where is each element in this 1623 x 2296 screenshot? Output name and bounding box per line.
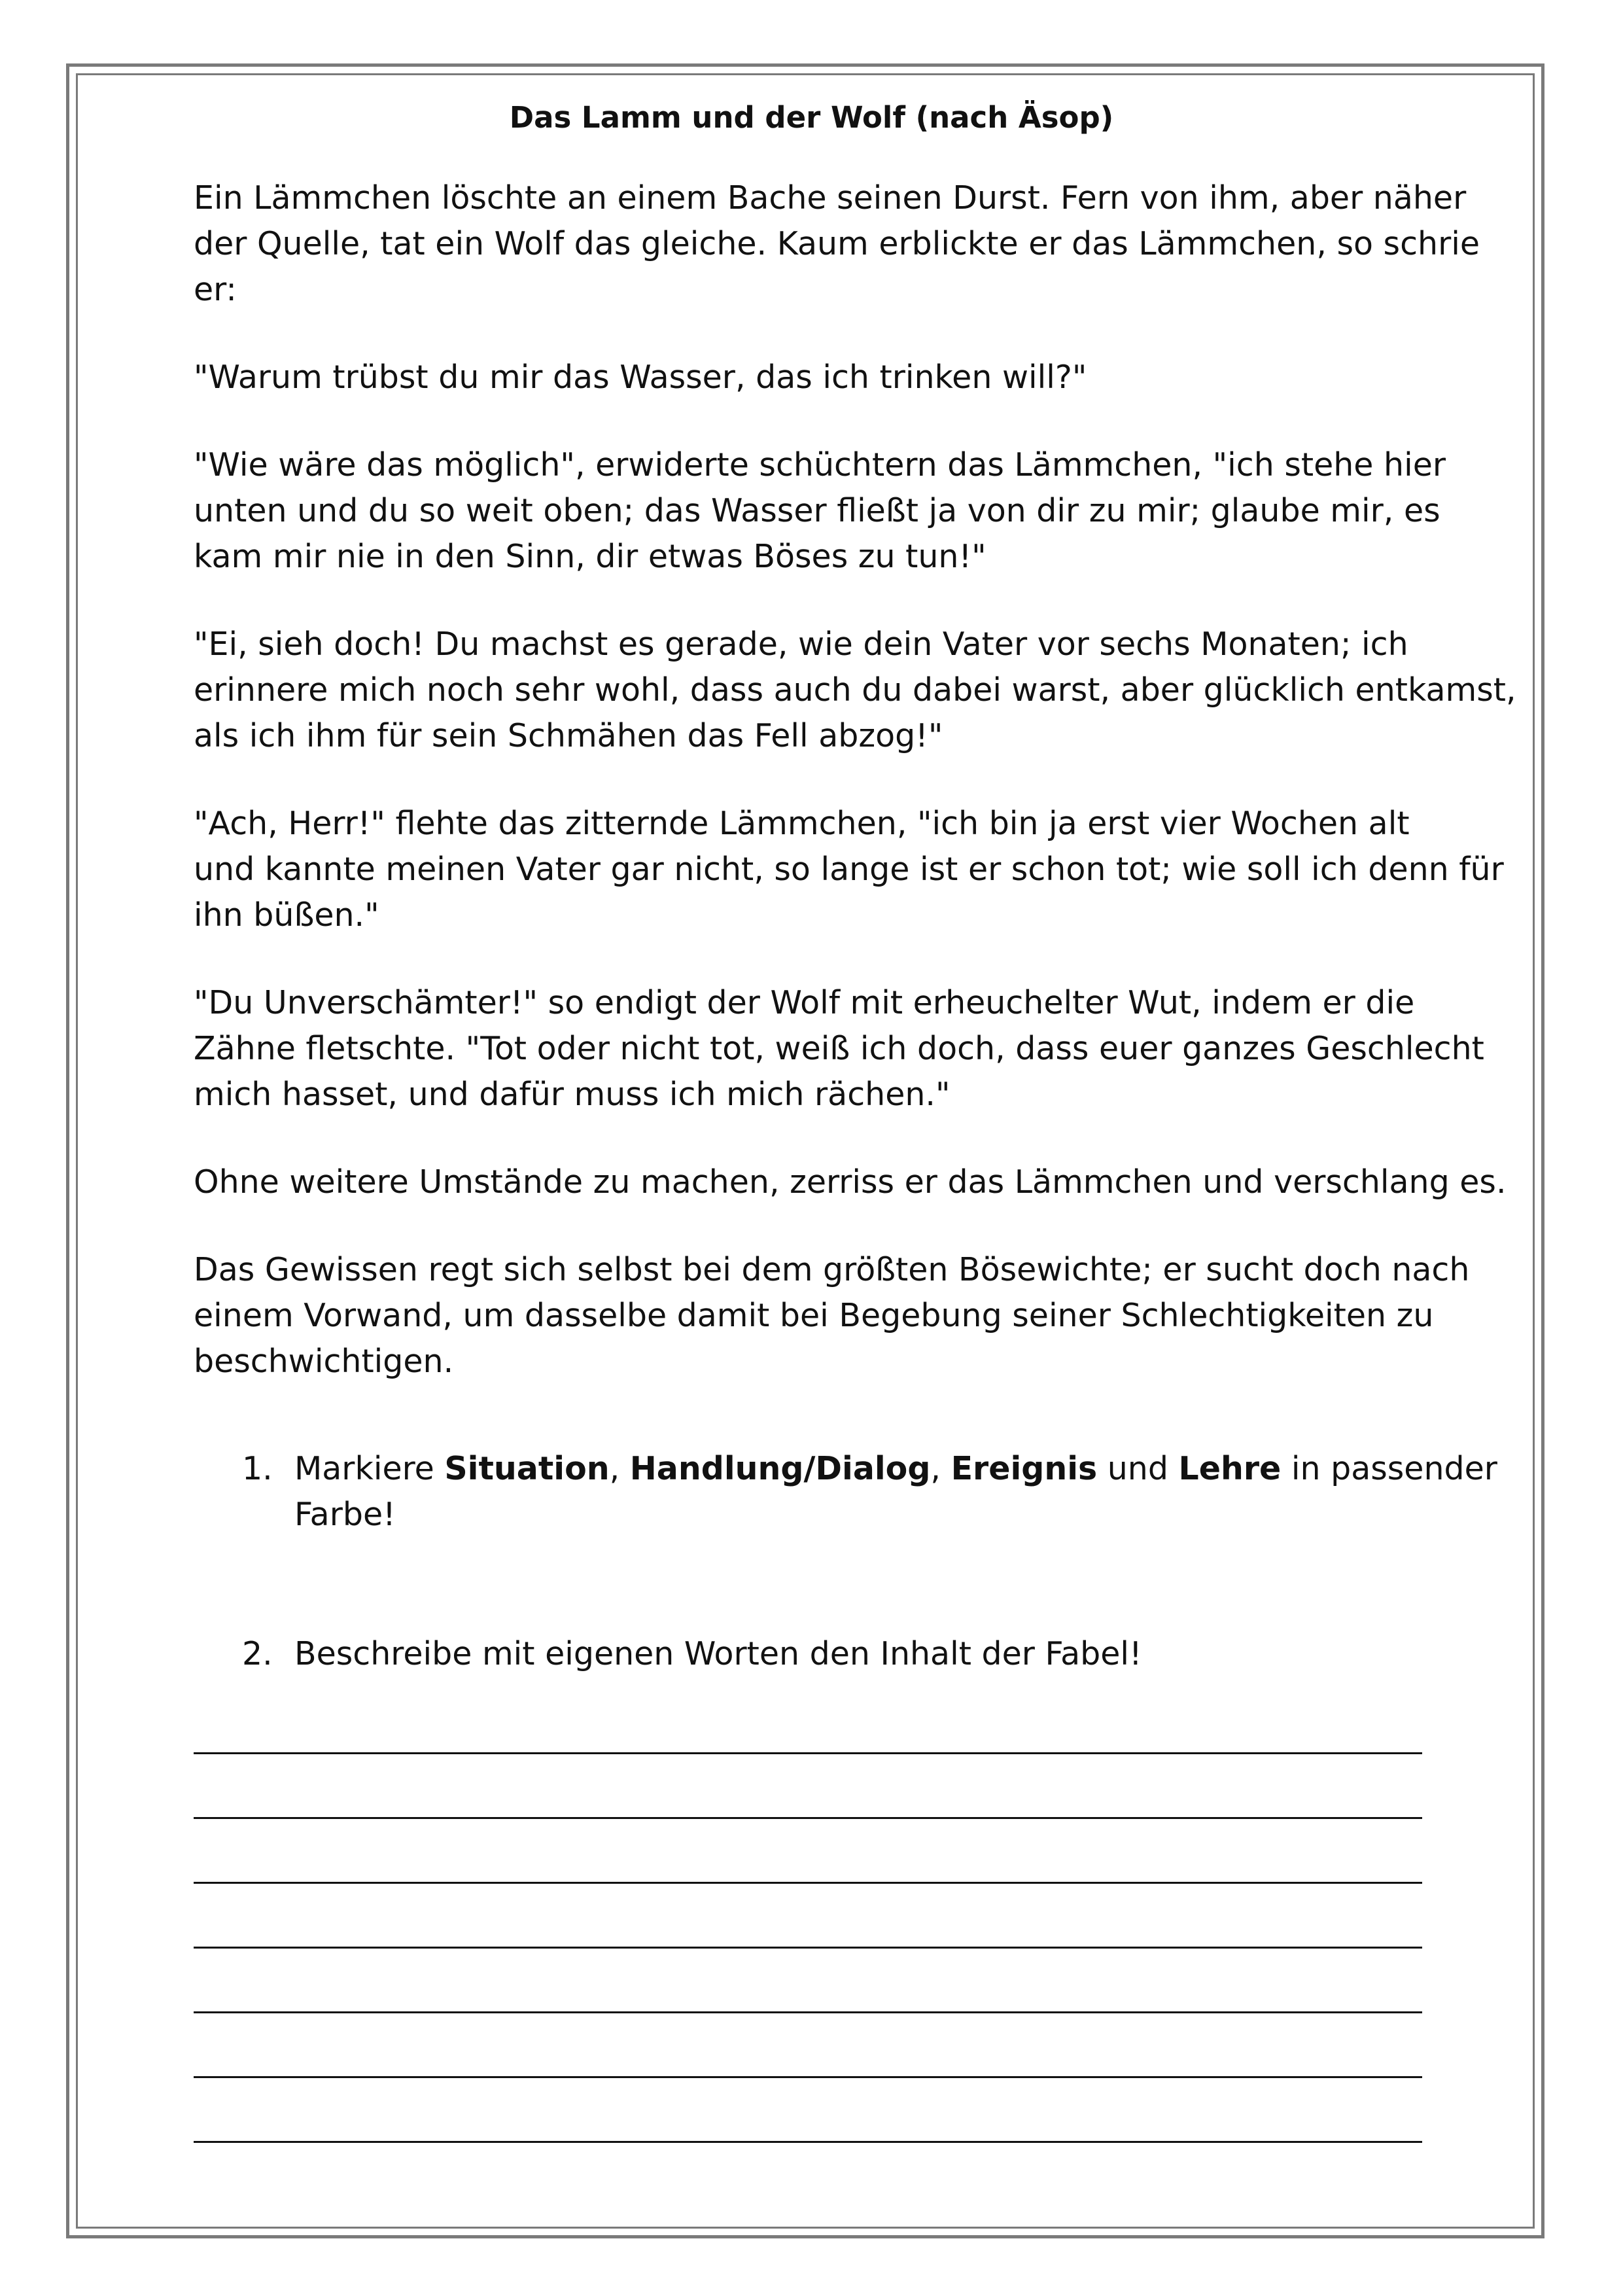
separator: , bbox=[609, 1450, 630, 1487]
text-line: "Du Unverschämter!" so endigt der Wolf mit erheuchelter Wut, indem er die bbox=[194, 984, 1415, 1021]
task-text bbox=[294, 1446, 1497, 1538]
task-line: Farbe! bbox=[294, 1496, 396, 1533]
paragraph bbox=[194, 175, 1480, 313]
task-text: Beschreibe mit eigenen Worten den Inhalt der Fabel! bbox=[294, 1635, 1142, 1672]
text-line: unten und du so weit oben; das Wasser fließt ja von dir zu mir; glaube mir, es bbox=[194, 492, 1440, 529]
answer-line[interactable] bbox=[194, 1947, 1422, 1949]
text-line: Zähne fletschte. "Tot oder nicht tot, weiß ich doch, dass euer ganzes Geschlecht bbox=[194, 1030, 1484, 1067]
text-line: ihn büßen." bbox=[194, 896, 379, 934]
term-handlung: Handlung/Dialog bbox=[629, 1450, 931, 1487]
text-line: Ein Lämmchen löschte an einem Bache seinen Durst. Fern von ihm, aber näher bbox=[194, 179, 1467, 217]
task-number: 1. bbox=[242, 1450, 273, 1487]
term-situation: Situation bbox=[444, 1450, 610, 1487]
term-lehre: Lehre bbox=[1178, 1450, 1282, 1487]
text-line: "Ei, sieh doch! Du machst es gerade, wie dein Vater vor sechs Monaten; ich bbox=[194, 626, 1408, 663]
answer-line[interactable] bbox=[194, 2076, 1422, 2078]
text-line: Das Gewissen regt sich selbst bei dem größten Bösewichte; er sucht doch nach bbox=[194, 1251, 1470, 1288]
paragraph bbox=[194, 980, 1484, 1118]
term-ereignis: Ereignis bbox=[951, 1450, 1098, 1487]
task-intro: Markiere bbox=[294, 1450, 445, 1487]
text-line: der Quelle, tat ein Wolf das gleiche. Kaum erblickte er das Lämmchen, so schrie bbox=[194, 225, 1480, 262]
paragraph bbox=[194, 801, 1504, 938]
text-line: einem Vorwand, um dasselbe damit bei Begebung seiner Schlechtigkeiten zu bbox=[194, 1297, 1434, 1334]
paragraph bbox=[194, 355, 1456, 400]
paragraph bbox=[194, 1247, 1470, 1385]
fable-text bbox=[194, 175, 1516, 1426]
answer-line[interactable] bbox=[194, 2141, 1422, 2143]
text-line: Ohne weitere Umstände zu machen, zerriss er das Lämmchen und verschlang es. bbox=[194, 1163, 1507, 1201]
text-line: "Wie wäre das möglich", erwiderte schüchtern das Lämmchen, "ich stehe hier bbox=[194, 446, 1446, 484]
text-line: er: bbox=[194, 271, 237, 308]
answer-line[interactable] bbox=[194, 2011, 1422, 2013]
text-line: kam mir nie in den Sinn, dir etwas Böses zu tun!" bbox=[194, 538, 986, 575]
text-line: erinnere mich noch sehr wohl, dass auch du dabei warst, aber glücklich entkamst, bbox=[194, 671, 1516, 709]
text-line: beschwichtigen. bbox=[194, 1343, 454, 1380]
task-number: 2. bbox=[242, 1635, 273, 1672]
text-line: und kannte meinen Vater gar nicht, so lange ist er schon tot; wie soll ich denn für bbox=[194, 851, 1504, 888]
text-line: als ich ihm für sein Schmähen das Fell abzog!" bbox=[194, 717, 943, 754]
task-tail: in passender bbox=[1281, 1450, 1497, 1487]
separator: und bbox=[1097, 1450, 1179, 1487]
paragraph bbox=[194, 622, 1516, 759]
answer-line[interactable] bbox=[194, 1882, 1422, 1884]
paragraph bbox=[194, 442, 1456, 580]
text-line: "Ach, Herr!" flehte das zitternde Lämmchen, "ich bin ja erst vier Wochen alt bbox=[194, 805, 1410, 842]
task-line bbox=[294, 1446, 1497, 1492]
text-line: mich hasset, und dafür muss ich mich rächen." bbox=[194, 1076, 951, 1113]
text-line: "Warum trübst du mir das Wasser, das ich trinken will?" bbox=[194, 359, 1087, 396]
answer-line[interactable] bbox=[194, 1817, 1422, 1819]
document-title: Das Lamm und der Wolf (nach Äsop) bbox=[509, 100, 1114, 135]
paragraph bbox=[194, 1159, 1507, 1205]
answer-line[interactable] bbox=[194, 1752, 1422, 1754]
separator: , bbox=[930, 1450, 951, 1487]
